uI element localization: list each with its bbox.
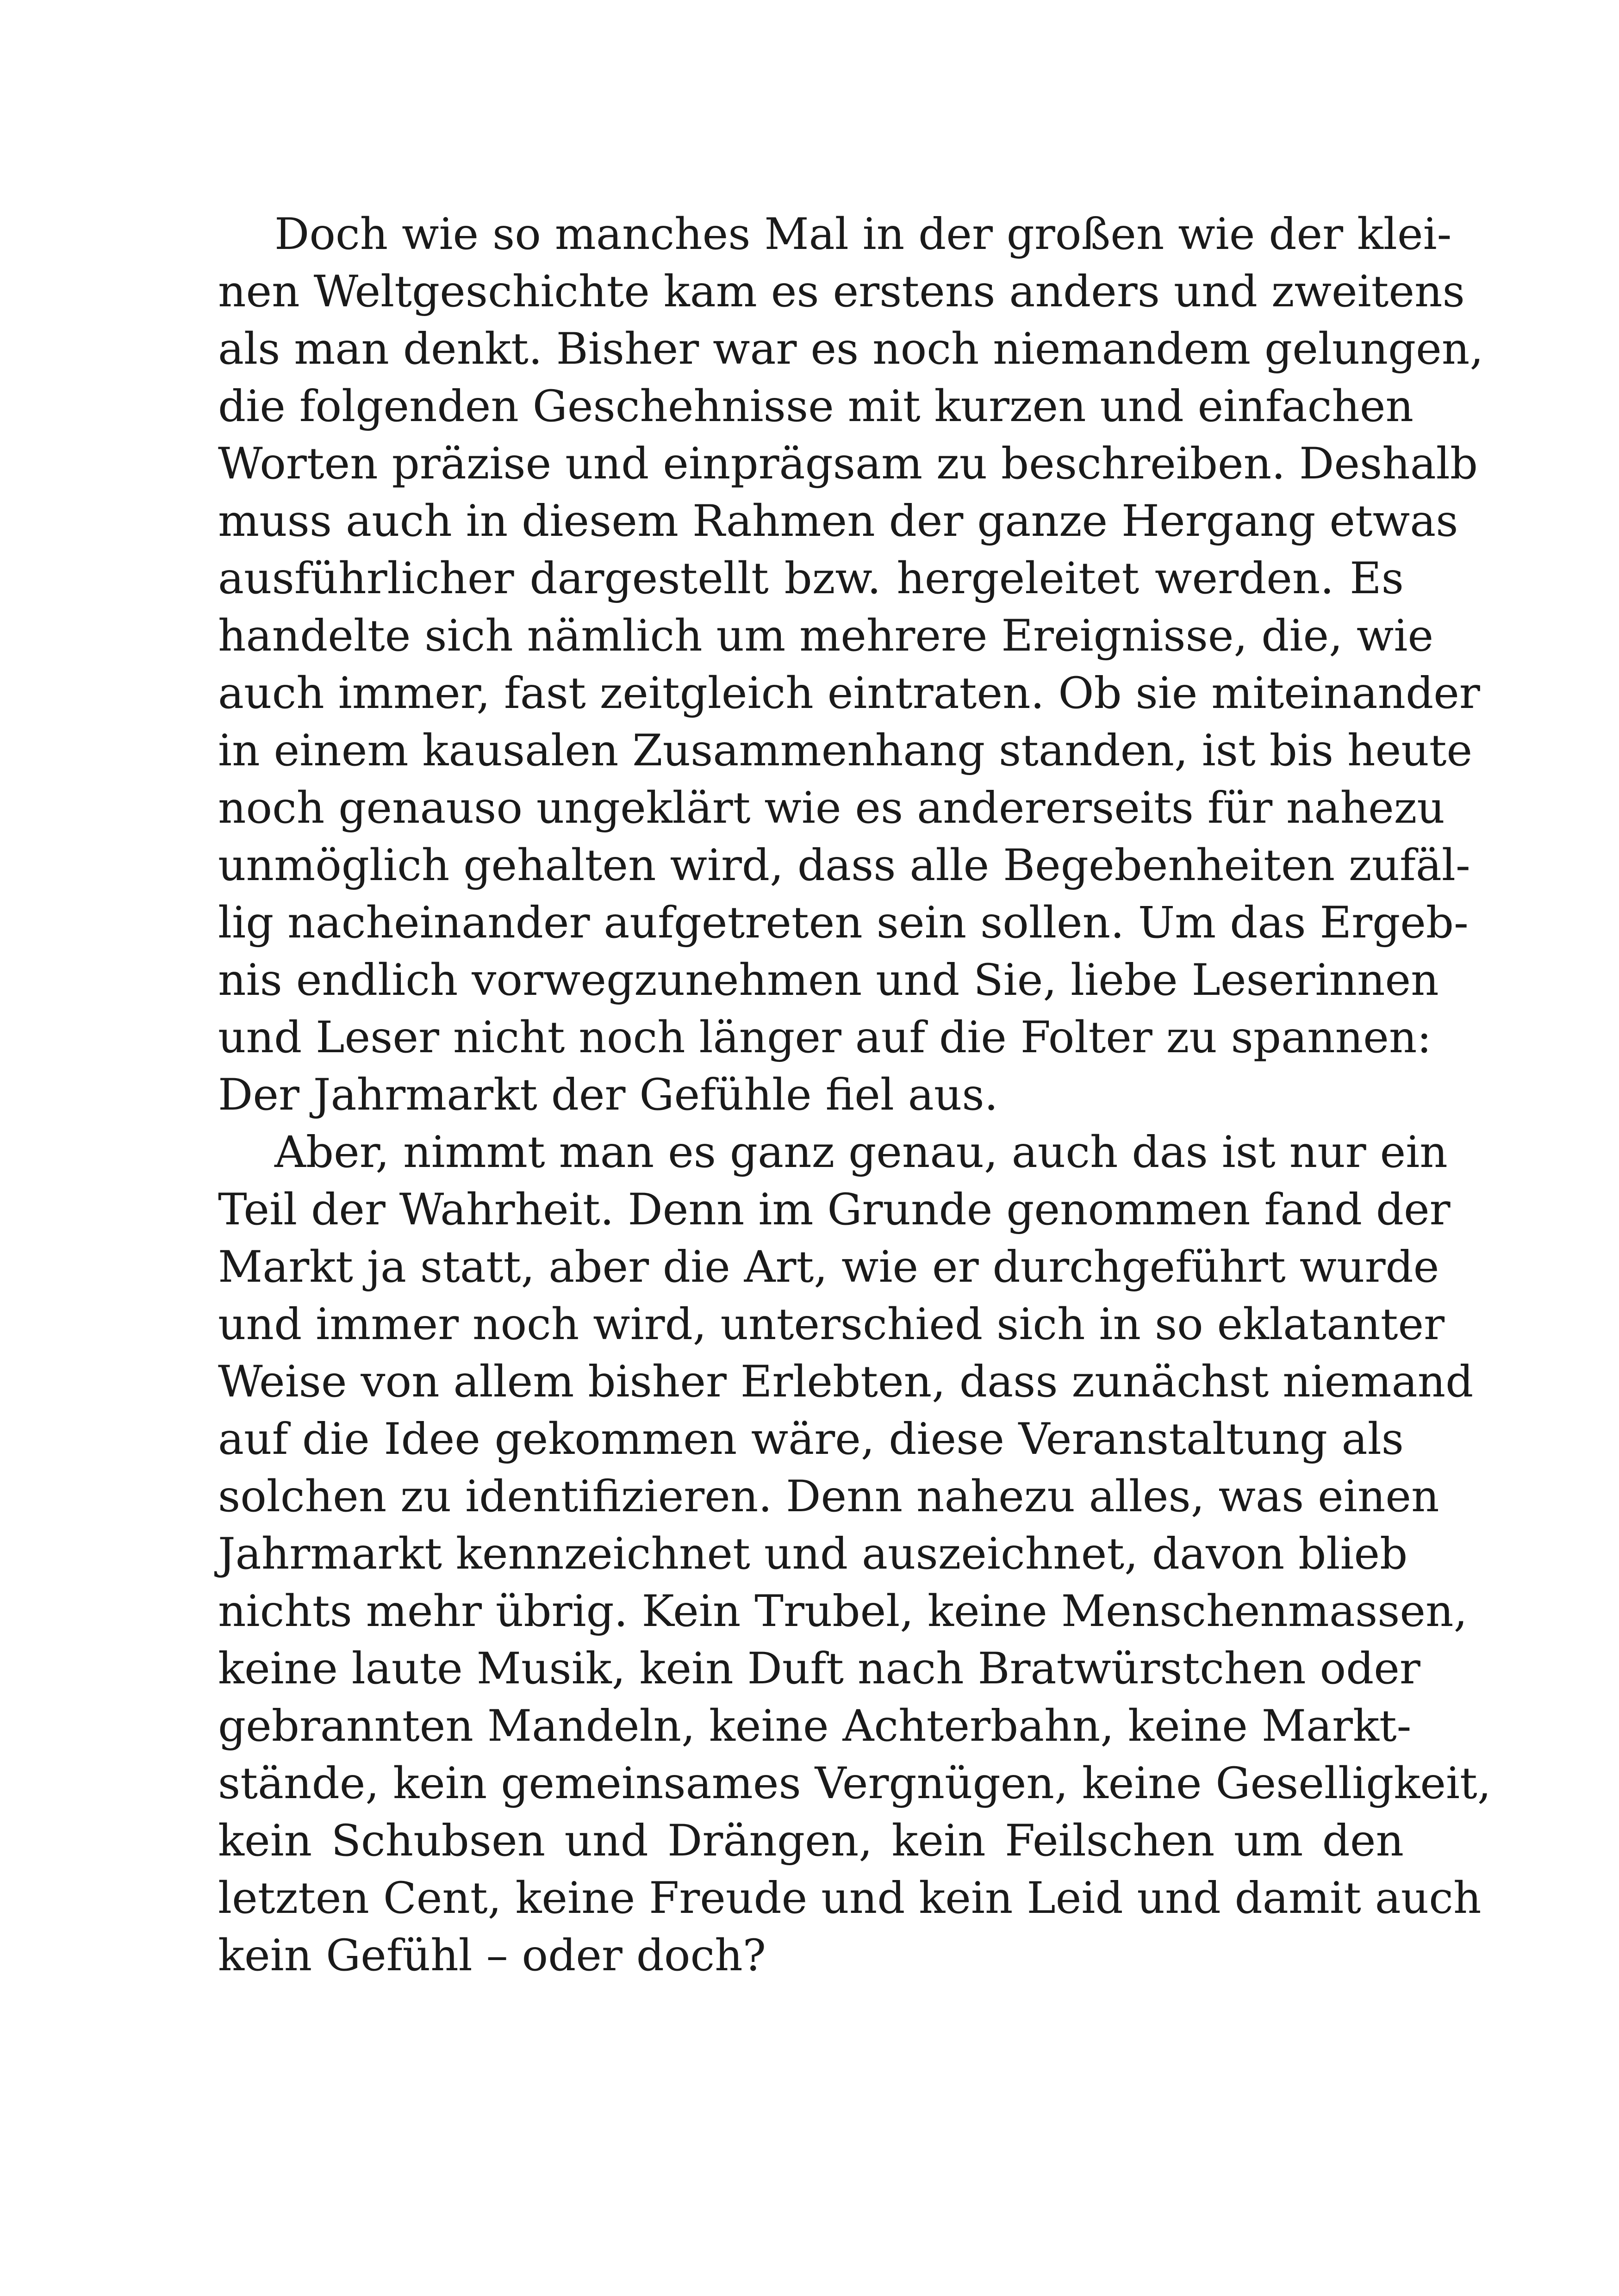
text-line: keine laute Musik, kein Duft nach Bratwürstchen oder: [218, 1644, 1420, 1694]
text-line: stände, kein gemeinsames Vergnügen, keine Geselligkeit,: [218, 1758, 1491, 1809]
text-line: und Leser nicht noch länger auf die Folter zu spannen:: [218, 1012, 1432, 1063]
text-line: nen Weltgeschichte kam es erstens anders und zweitens: [218, 267, 1465, 317]
text-line: nis endlich vorwegzunehmen und Sie, liebe Leserinnen: [218, 955, 1439, 1005]
text-line: auf die Idee gekommen wäre, diese Veranstaltung als: [218, 1414, 1404, 1464]
text-line: kein Schubsen und Drängen, kein Feilschen um den: [218, 1816, 1404, 1866]
paragraph-2: [218, 1124, 1491, 1985]
text-line: kein Gefühl – oder doch?: [218, 1930, 766, 1981]
text-line: als man denkt. Bisher war es noch niemandem gelungen,: [218, 324, 1484, 374]
text-line: und immer noch wird, unterschied sich in so eklatanter: [218, 1299, 1445, 1350]
text-line: in einem kausalen Zusammenhang standen, ist bis heute: [218, 726, 1473, 776]
text-line: lig nacheinander aufgetreten sein sollen. Um das Ergeb-: [218, 898, 1469, 948]
text-line: letzten Cent, keine Freude und kein Leid und damit auch: [218, 1873, 1482, 1924]
paragraph-1: [218, 206, 1484, 1124]
text-line: Worten präzise und einprägsam zu beschreiben. Deshalb: [218, 439, 1478, 489]
text-line: Der Jahrmarkt der Gefühle fiel aus.: [218, 1070, 998, 1120]
text-line: Teil der Wahrheit. Denn im Grunde genommen fand der: [218, 1185, 1451, 1235]
text-line: Aber, nimmt man es ganz genau, auch das ist nur ein: [274, 1127, 1448, 1178]
text-line: die folgenden Geschehnisse mit kurzen und einfachen: [218, 381, 1414, 432]
body-text: [218, 206, 1491, 1985]
text-line: noch genauso ungeklärt wie es andererseits für nahezu: [218, 783, 1445, 833]
text-line: auch immer, fast zeitgleich eintraten. Ob sie miteinander: [218, 668, 1480, 719]
text-line: muss auch in diesem Rahmen der ganze Hergang etwas: [218, 496, 1458, 546]
text-line: Doch wie so manches Mal in der großen wie der klei-: [274, 209, 1452, 260]
text-line: Markt ja statt, aber die Art, wie er durchgeführt wurde: [218, 1242, 1439, 1292]
text-line: Weise von allem bisher Erlebten, dass zunächst niemand: [218, 1357, 1474, 1407]
text-line: handelte sich nämlich um mehrere Ereignisse, die, wie: [218, 611, 1434, 661]
text-line: ausführlicher dargestellt bzw. hergeleitet werden. Es: [218, 553, 1404, 604]
text-line: gebrannten Mandeln, keine Achterbahn, keine Markt-: [218, 1701, 1412, 1751]
text-line: solchen zu identifizieren. Denn nahezu alles, was einen: [218, 1471, 1439, 1522]
text-line: nichts mehr übrig. Kein Trubel, keine Menschenmassen,: [218, 1586, 1468, 1637]
text-line: unmöglich gehalten wird, dass alle Begebenheiten zufäl-: [218, 840, 1470, 891]
text-line: Jahrmarkt kennzeichnet und auszeichnet, davon blieb: [218, 1529, 1408, 1579]
